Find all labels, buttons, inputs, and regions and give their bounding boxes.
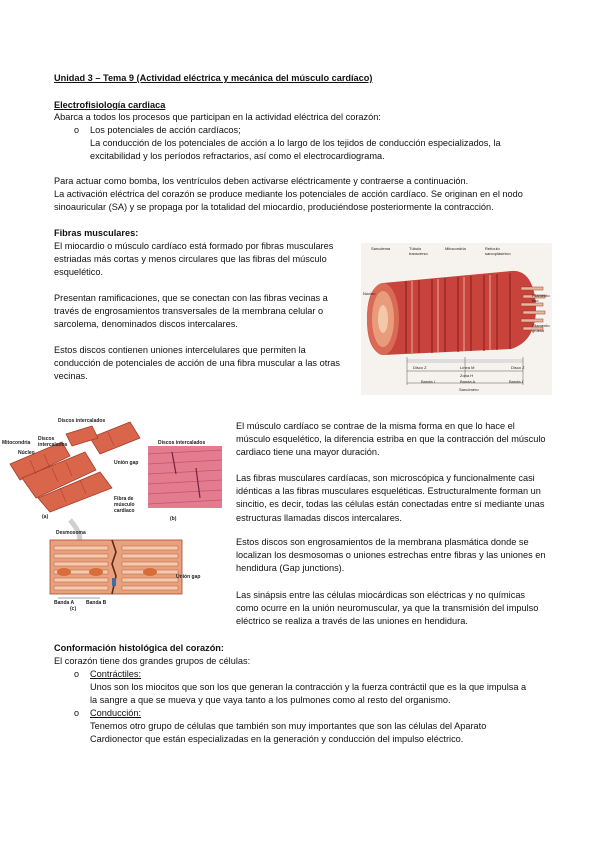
label-filamento-grueso: Filamento grueso (532, 323, 550, 333)
muscle-fiber-illustration (361, 243, 552, 395)
label-banda-i: Banda I (421, 379, 435, 384)
label-linea-m: Línea M (460, 365, 475, 370)
label-disco-z: Disco Z (413, 365, 427, 370)
bullet-title: Los potenciales de acción cardíacos; (90, 125, 241, 135)
label-union-gap: Unión gap (176, 574, 201, 580)
label-discos-intercalados: Discos intercalados (58, 418, 106, 424)
label-panel-b: (b) (170, 516, 177, 522)
label-panel-a: (a) (42, 514, 49, 520)
bullet-title-conduccion: Conducción: (90, 708, 142, 718)
section-heading-electrofisiologia: Electrofisiología cardiaca (54, 100, 166, 110)
bullet-text-line: Unos son los miocitos que son los que generan la contracción y la fuerza contráctil que es la que impulsa a (90, 682, 527, 692)
label-panel-c: (c) (70, 606, 77, 612)
label-union-gap: Unión gap (114, 460, 139, 466)
intercalated-discs-figure (0, 412, 228, 614)
contraction-paragraph-4: Las sinápsis entre las células miocárdicas son eléctricas y no químicas como ocurre en la unión neuromuscular, ya que la transmisión del impulso eléctrico se realiza a través de las uniones en hendidura. (236, 590, 539, 627)
contraction-paragraph-1: El músculo cardíaco se contrae de la misma forma en que lo hace el músculo esquelético, la diferencia estriba en que la contracción del músculo cardiaco tiene una mayor duración. (236, 421, 546, 458)
fibras-paragraph-2: Presentan ramificaciones, que se conectan con las fibras vecinas a través de engrosamientos transversales de la membrana celular o sarcolema, denominados discos intercalares. (54, 293, 328, 330)
bullet-marker: o (74, 669, 80, 679)
paragraph-line: sinoauricular (SA) y se propaga por la totalidad del miocardio, produciéndose posteriormente la contracción. (54, 202, 494, 212)
muscle-fiber-figure (361, 243, 552, 395)
label-discos-intercalados: Discos intercalados (38, 436, 68, 448)
fibras-paragraph-1: El miocardio o músculo cardíaco está formado por fibras musculares estriadas más cortas y menos circulares que las fibras del músculo esquelético. (54, 241, 334, 278)
label-disco-z: Disco Z (511, 365, 525, 370)
section-intro: El corazón tiene dos grandes grupos de células: (54, 656, 251, 666)
label-zona-h: Zona H (460, 373, 474, 378)
bullet-marker: o (74, 708, 80, 718)
bullet-marker: o (74, 125, 80, 135)
label-tubulo: Túbulo transverso (409, 246, 428, 256)
page-title: Unidad 3 – Tema 9 (Actividad eléctrica y mecánica del músculo cardíaco) (54, 73, 373, 83)
label-banda-b: Banda B (86, 600, 107, 606)
paragraph-line: La activación eléctrica del corazón se produce mediante los potenciales de acción cardíaco. Se originan en el nodo (54, 189, 523, 199)
bullet-text-line: excitabilidad y los períodos refractarios, así como el electrocardiograma. (90, 151, 385, 161)
label-filamento-fino: Filamento fino (532, 293, 550, 303)
bullet-text-line: la sangre a que se mueva y que vaya tanto a los pulmones como al resto del organismo. (90, 695, 451, 705)
label-nucleo: Núcleo (363, 291, 376, 296)
contraction-paragraph-3: Estos discos son engrosamientos de la membrana plasmática donde se localizan los desmosomas o uniones estrechas entre fibras y las uniones en hendidura (Gap junctions). (236, 537, 546, 574)
label-banda-i: Banda I (509, 379, 523, 384)
fibras-paragraph-3: Estos discos contienen uniones intercelulares que permiten la conducción de potenciales de acción de una fibra muscular a las otras vecinas. (54, 345, 341, 382)
section-intro: Abarca a todos los procesos que participan en la actividad eléctrica del corazón: (54, 112, 381, 122)
bullet-text-line: Cardionector que están especializadas en la generación y conducción del impulso eléctrico. (90, 734, 464, 744)
label-banda-a: Banda A (460, 379, 476, 384)
label-desmosoma: Desmosoma (56, 530, 86, 536)
bullet-text-line: Tenemos otro grupo de células que también son muy importantes que son las células del Aparato (90, 721, 487, 731)
bullet-title-contractiles: Contráctiles: (90, 669, 142, 679)
section-heading-conformacion: Conformación histológica del corazón: (54, 643, 224, 653)
label-banda-a: Banda A (54, 600, 75, 606)
section-heading-fibras: Fibras musculares: (54, 228, 139, 238)
bullet-text-line: La conducción de los potenciales de acción a lo largo de los tejidos de conducción especializados, la (90, 138, 501, 148)
label-fibra-musculo: Fibra de músculo cardíaco (114, 496, 135, 514)
label-mitocondria: Mitocondria (2, 440, 31, 446)
paragraph-line: Para actuar como bomba, los ventrículos deben activarse eléctricamente y contraerse a continuación. (54, 176, 469, 186)
contraction-paragraph-2: Las fibras musculares cardíacas, son microscópica y funcionalmente casi idénticas a las fibras musculares esqueléticas. Estructuralmente forman un sincitio, es decir, todas las células están conectadas entre sí mediante unas estructuras llamadas discos intercalares. (236, 473, 545, 523)
label-nucleo: Núcleo (18, 450, 35, 456)
label-sarcolema: Sarcolema (371, 246, 391, 251)
label-reticulo: Retículo sarcoplásmico (485, 246, 511, 256)
label-discos-intercalados: Discos intercalados (158, 440, 206, 446)
label-sarcomero: Sarcómero (459, 387, 479, 392)
label-mitocondria: Mitocondria (445, 246, 466, 251)
